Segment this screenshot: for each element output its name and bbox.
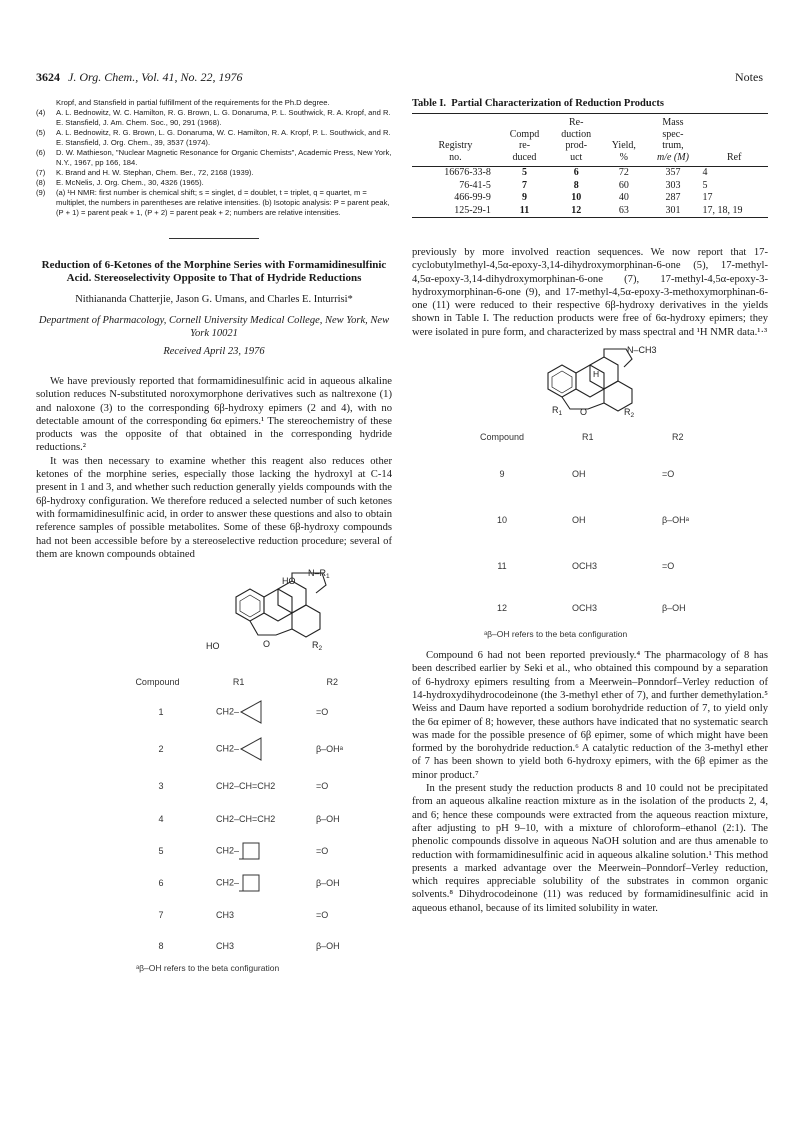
compound-row: 3 CH2–CH=CH2 =O: [158, 781, 329, 792]
section-divider: [169, 238, 259, 239]
compound-row: 11 OCH3 =O: [497, 561, 675, 572]
table-row: 466-99-9 9 10 40 287 17: [454, 192, 713, 203]
article-title: Reduction of 6-Ketones of the Morphine Series with Formamidinesulfinic Acid. Stereoselectivity Opposite to That of Hydride Reductions: [41, 259, 387, 284]
compound-table-1: [106, 669, 392, 961]
compound-row: 2 CH2– β–OHᵃ: [106, 729, 392, 769]
oxygen-label: O: [580, 407, 588, 418]
compound-table-footnote: ᵃβ–OH refers to the beta configuration: [136, 963, 280, 974]
running-header: [36, 70, 763, 86]
body-paragraph: Compound 6 had not been reported previously.⁴ The pharmacology of 8 has been described earlier by Seki et al., who obtained this compound by a separation of 6-hydroxy epimers resulting from a Meerwein–Ponndorf–Verley reduction of 14-hydroxydihydrocodeinone (the 3-methyl ether of 7), and further demethylation.⁵ Weiss and Daum have reported a sodium borohydride reduction of 7, to yield only the 6α epimer of 8; however, these authors have indicated that no systematic search was made for the possible presence of 6β epimer, some of which might have been formed by the borohydride reduction.⁶ A catalytic reduction of the 3-methyl ether of 7 has been shown to yield both 6-hydroxy epimers, with the 6β epimer as the minor product.⁷: [412, 650, 768, 781]
compound-table-footnote: ᵃβ–OH refers to the beta configuration: [484, 629, 628, 640]
reduction-products-table: [412, 113, 768, 218]
compound-table-header: Compound R1 R2: [135, 677, 339, 688]
compound-row: 12 OCH3 β–OH: [496, 603, 686, 614]
cyclobutyl-ring-icon: [239, 873, 261, 893]
col-header-yield: Yield, %: [611, 140, 636, 163]
table-row: 76-41-5 7 8 60 303 5: [459, 179, 708, 191]
compound-row: 4 CH2–CH=CH2 β–OH: [158, 814, 340, 825]
reference-item: (9) (a) ¹H NMR: first number is chemical shift; s = singlet, d = doublet, t = triplet, q = quartet, m = multiplet, the numbers in parentheses are relative intensities. (b) Isotopic analysis: P = parent peak, (P + 1) = parent peak + 1, (P + 2) = parent peak + 2; numbers are relative intensities.: [36, 188, 390, 217]
n-methyl-label: N–CH3: [627, 345, 657, 356]
cyclopropyl-ring-icon: [239, 736, 263, 762]
col-header-registry: Registry no.: [438, 140, 473, 163]
compound-row: 10 OH β–OHᵃ: [496, 515, 690, 526]
section-name: Notes: [735, 70, 763, 84]
left-column: [36, 98, 392, 973]
table-row: 125-29-1 11 12 63 301 17, 18, 19: [454, 204, 743, 216]
oxygen-label: O: [263, 639, 271, 650]
right-column: [412, 98, 768, 915]
hydrogen-label: H: [593, 369, 600, 380]
amine-label: $N-R_1$: [308, 568, 330, 581]
compound-row: 6 CH2– β–OH: [106, 867, 392, 899]
cyclobutyl-ring-icon: [239, 841, 261, 861]
reference-item: Kropf, and Stansfield in partial fulfillment of the requirements for the Ph.D degree.: [56, 98, 330, 107]
hydroxy-14-label: HO: [282, 576, 296, 587]
article-authors: Nithiananda Chatterjie, Jason G. Umans, and Charles E. Inturrisi*: [75, 294, 353, 305]
compound-row: 8 CH3 β–OH: [158, 941, 340, 952]
references-list: [36, 98, 392, 218]
received-date: Received April 23, 1976: [163, 346, 265, 357]
body-paragraph: In the present study the reduction products 8 and 10 could not be precipitated from an aqueous alkaline reaction mixture as in the isolation of the products 2, 4, and 6; hence these compounds were extracted from the aqueous reaction mixture, after adjusting to pH 9–10, with a mixture of chloroform–ethanol (2:1). The phenolic compounds dissolve in aqueous NaOH solution and are thus amenable to reduction with formamidinesulfinic acid in aqueous alkaline solution.¹ This method presents a marked advantage over the Meerwein–Ponndorf–Verley reduction, which requires appreciable solubility of the substrates in common organic solvents.⁸ Dihydrocodeinone (11) was reduced by formamidinesulfinic acid in aqueous ethanol, because of its limited solubility in water.: [412, 783, 768, 914]
article-affiliation: Department of Pharmacology, Cornell University Medical College, New York, New York 10021: [38, 315, 390, 339]
morphinan-structure-diagram: [36, 567, 392, 659]
compound-row: 7 CH3 =O: [158, 910, 329, 921]
body-paragraph: It was then necessary to examine whether this reagent also reduces other ketones of the morphine series, especially those lacking the hydroxyl at C-14 present in 1 and 3, and whether such reduction generally yields compounds with the 6β-hydroxy configuration. We therefore reduced a selected number of such ketones with formamidinesulfinic acid, in order to answer these questions and also to obtain reference samples of possible metabolites. Some of these 6β-hydroxy compounds had not been accessible before by a stereoselective reduction procedure; several of them are known compounds obtained: [36, 455, 392, 560]
body-paragraph: previously by more involved reaction sequences. We now report that 17-cyclobutylmethyl-4,5α-epoxy-3,14-dihydroxymorphinan-6-one (5), 17-methyl-4,5α-epoxy-3,14-dihydroxymorphinan-6-one (7), 17-methyl-4,5α-epoxy-3-hydroxymorphinan-6-one (9), and 17-methyl-4,5α-epoxy-3-methoxymorphinan-6-one (11) were reduced to their respective 6β-hydroxy derivatives in the yields shown in Table I. The reduction products were free of 6α-hydroxy epimers; they were isolated in pure form, and characterized by mass spectral and ¹H NMR data.¹·³: [412, 247, 768, 338]
col-header-reduction-product: Re- duction prod- uct: [561, 117, 592, 163]
page-number: 3624: [36, 70, 60, 84]
compound-row: 1 CH2– =O: [106, 695, 392, 729]
body-paragraph: We have previously reported that formamidinesulfinic acid in aqueous alkaline solution reduces N-substituted noroxymorphone derivatives such as naltrexone (1) and naloxone (3) to the corresponding 6β-hydroxy epimers (2 and 4), with no detectable amount of the corresponding 6α epimers.¹ The stereochemistry of these products was the opposite of that obtained in the corresponding hydride reductions.²: [36, 376, 392, 454]
reference-item: (7) K. Brand and H. W. Stephan, Chem. Ber., 72, 2168 (1939).: [36, 168, 254, 177]
compound-row: 9 OH =O: [499, 469, 675, 480]
table-row: 16676-33-8 5 6 72 357 4: [444, 167, 708, 178]
compound-row: 5 CH2– =O: [106, 835, 392, 867]
cyclopropyl-ring-icon: [239, 699, 263, 725]
reference-item: (6) D. W. Mathieson, "Nuclear Magnetic Resonance for Organic Chemists", Academic Press, New York, N.Y., 1967, pp 166, 184.: [36, 148, 392, 167]
compound-table-header: Compound R1 R2: [479, 432, 684, 443]
table-caption: Table I. Partial Characterization of Reduction Products: [412, 98, 664, 109]
r1-label: $R_1$: [552, 405, 563, 418]
journal-citation: J. Org. Chem., Vol. 41, No. 22, 1976: [68, 70, 243, 84]
reference-item: (5) A. L. Bednowitz, R. G. Brown, L. G. Donaruma, W. C. Hamilton, R. A. Kropf, P. L. Southwick, and R. E. Stansfield, J. Org. Chem., 39, 3537 (1974).: [36, 128, 391, 147]
r2-label: $R_2$: [312, 640, 323, 653]
col-header-mass-spectrum: Mass spec- trum, m/e (M): [656, 117, 689, 163]
reference-item: (8) E. McNelis, J. Org. Chem., 30, 4326 (1965).: [36, 178, 204, 187]
codeine-structure-diagram: [412, 345, 768, 417]
reference-item: (4) A. L. Bednowitz, W. C. Hamilton, R. G. Brown, L. G. Donaruma, P. L. Southwick, R. A. Kropf, and R. E. Stansfield, J. Am. Chem. Soc., 90, 291 (1968).: [36, 108, 391, 127]
col-header-ref: Ref: [727, 151, 742, 163]
hydroxy-3-label: HO: [206, 641, 220, 652]
compound-table-2: [432, 423, 768, 627]
col-header-compd-reduced: Compd re- duced: [509, 128, 540, 163]
r2-label: $R_2$: [624, 407, 635, 418]
